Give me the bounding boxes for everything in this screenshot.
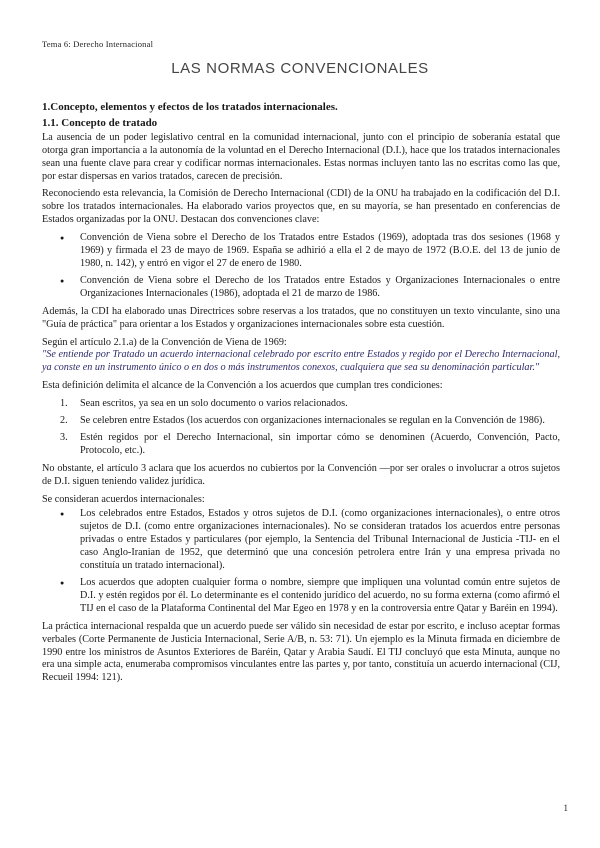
- list-text: Sean escritos, ya sea en un solo documento o varios relacionados.: [80, 398, 348, 410]
- list-number: 2.: [60, 415, 68, 427]
- section-heading-1-1: 1.1. Concepto de tratado: [42, 116, 158, 129]
- document-body: [42, 101, 560, 690]
- list-item: [60, 398, 560, 411]
- conditions-list: [42, 398, 560, 458]
- list-number: 1.: [60, 398, 68, 410]
- paragraph-intro: La ausencia de un poder legislativo central en la comunidad internacional, junto con el principio de soberanía estatal que otorga gran importancia a la autonomía de la voluntad en el Derecho Internacional (D.I.), hace que los tratados internacionales sean una fuente clave para crear y codificar normas internacionales. Estas normas incluyen tanto las no escritas como las que, por estar dispersas en varios tratados, carecen de precisión.: [42, 131, 560, 182]
- paragraph-definition: Esta definición delimita el alcance de la Convención a los acuerdos que cumplan tres condiciones:: [42, 380, 443, 392]
- list-item: ● Convención de Viena sobre el Derecho de los Tratados entre Estados (1969), adoptada tras dos sesiones (1968 y 1969) y firmada el 23 de mayo de 1969. España se adhirió a ella el 2 de mayo de 1972 (B.O.E. del 13 de junio de 1980, n. 142), y entró en vigor el 27 de enero de 1980.: [80, 232, 560, 271]
- list-item: ● Los celebrados entre Estados, Estados y otros sujetos de D.I. (como organizaciones internacionales), o entre otros sujetos de D.I. (como entre organizaciones internacionales). No se consideran tratados los acuerdos entre personas privadas o entre Estados y particulares (por ejemplo, la Sentencia del Tribunal Internacional de Justicia -TIJ- en el caso Anglo-Iranian de 1952, que determinó que una concesión petrolera entre Irán y una empresa privada no constituía un tratado internacional).: [80, 508, 560, 573]
- list-item: ● Convención de Viena sobre el Derecho de los Tratados entre Estados y Organizaciones Internacionales o entre Organizaciones Internacionales (1986), adoptada el 21 de marzo de 1986.: [80, 275, 560, 301]
- list-item: ● Los acuerdos que adopten cualquier forma o nombre, siempre que impliquen una voluntad común entre sujetos de D.I. y estén regidos por él. Lo determinante es el contenido jurídico del acuerdo, no su forma externa (como afirmó el TIJ en el caso de la Plataforma Continental del Mar Egeo en 1978 y en la controversia entre Qatar y Baréin en 1994).: [80, 577, 560, 616]
- paragraph-article: Según el artículo 2.1.a) de la Convención de Viena de 1969:: [42, 336, 287, 348]
- list-item: [60, 415, 560, 428]
- document-title: LAS NORMAS CONVENCIONALES: [171, 60, 429, 77]
- paragraph-practice: La práctica internacional respalda que un acuerdo puede ser válido sin necesidad de estar por escrito, e incluso aceptar formas verbales (Corte Permanente de Justicia Internacional, Serie A/B, n. 53: 71). Un ejemplo es la Minuta firmada en diciembre de 1990 entre los ministros de Asuntos Exteriores de Baréin, Qatar y Arabia Saudí. El TIJ concluyó que esta Minuta, aunque no era una simple acta, enumeraba compromisos vinculantes entre las partes y, por tanto, constituía un acuerdo internacional (CIJ, Recueil 1994: 121).: [42, 620, 560, 684]
- list-number: 3.: [60, 431, 68, 443]
- paragraph-directrices: Además, la CDI ha elaborado unas Directrices sobre reservas a los tratados, que no constituyen un texto vinculante, sino una "Guía de práctica" para orientar a los Estados y organizaciones internacionales sobre esta cuestión.: [42, 305, 560, 330]
- agreements-list: [42, 508, 560, 615]
- list-item: [60, 431, 560, 458]
- paragraph-cdi: Reconociendo esta relevancia, la Comisión de Derecho Internacional (CDI) de la ONU ha trabajado en la codificación del D.I. sobre los tratados internacionales. Ha elaborado varios proyectos que, en su mayoría, se han presentado en conferencias de Estados organizadas por la ONU. Destacan dos convenciones clave:: [42, 188, 560, 226]
- section-heading-1: 1.Concepto, elementos y efectos de los tratados internacionales.: [42, 101, 338, 113]
- paragraph-article-3: No obstante, el artículo 3 aclara que los acuerdos no cubiertos por la Convención —por ser orales o involucrar a otros sujetos de D.I. siguen teniendo validez jurídica.: [42, 462, 560, 487]
- list-text: Se celebren entre Estados (los acuerdos con organizaciones internacionales se regulan en la Convención de 1986).: [80, 415, 545, 427]
- list-text: Estén regidos por el Derecho Internacional, sin importar cómo se denominen (Acuerdo, Convención, Pacto, Protocolo, etc.).: [80, 431, 560, 456]
- paragraph-considered: Se consideran acuerdos internacionales:: [42, 493, 205, 505]
- conventions-list: [42, 232, 560, 301]
- page-number: 1: [563, 803, 568, 813]
- page-header: Tema 6: Derecho Internacional: [42, 39, 154, 49]
- definition-quote: "Se entiende por Tratado un acuerdo internacional celebrado por escrito entre Estados y regido por el Derecho Internacional, ya conste en un instrumento único o en dos o más instrumentos conexos, cualquiera que sea su denominación particular.": [42, 349, 560, 374]
